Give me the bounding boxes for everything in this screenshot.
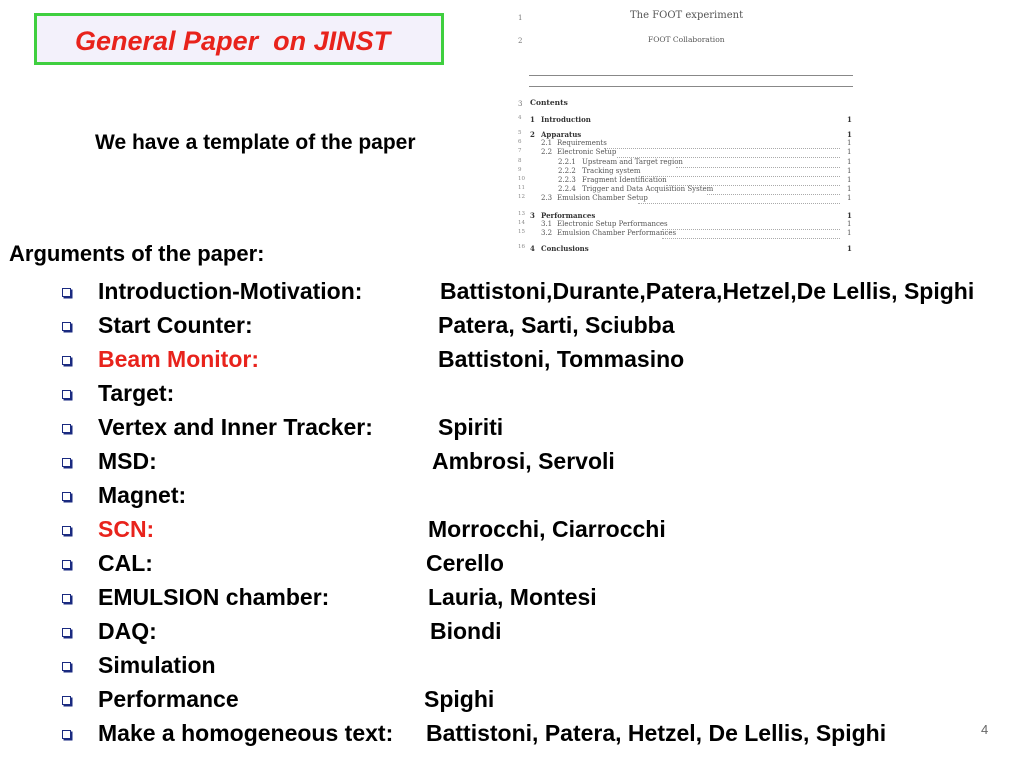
toc-page: 1: [847, 148, 852, 156]
toc-title: Requirements: [557, 139, 607, 147]
checkbox-bullet-icon: [62, 628, 71, 637]
line-number: 7: [518, 148, 522, 154]
line-number: 8: [518, 158, 522, 164]
toc-title: Trigger and Data Acquisition System: [582, 185, 714, 193]
contents-heading: Contents: [530, 98, 568, 107]
toc-entry: [510, 115, 855, 125]
title-box: [34, 13, 444, 65]
toc-title: Electronic Setup Performances: [557, 220, 668, 228]
argument-label: Simulation: [98, 652, 216, 678]
toc-entry: [510, 244, 855, 254]
template-note: We have a template of the paper: [95, 131, 416, 154]
toc-number: 4: [530, 244, 535, 253]
line-number: 13: [518, 211, 525, 217]
argument-item: [0, 514, 1024, 548]
checkbox-bullet-icon: [62, 458, 71, 467]
toc-title: Conclusions: [541, 244, 589, 253]
argument-item: [0, 446, 1024, 480]
checkbox-bullet-icon: [62, 696, 71, 705]
paper-thumbnail: [510, 0, 860, 262]
toc-entry: [510, 148, 855, 158]
line-number: 3: [518, 100, 523, 108]
toc-number: 3.1: [541, 220, 553, 228]
line-number: 11: [518, 185, 525, 191]
argument-label: MSD:: [98, 448, 157, 474]
argument-label: Vertex and Inner Tracker:: [98, 414, 373, 440]
checkbox-bullet-icon: [62, 594, 71, 603]
checkbox-bullet-icon: [62, 424, 71, 433]
arguments-heading: Arguments of the paper:: [9, 241, 265, 266]
toc-number: 3.2: [541, 229, 553, 237]
argument-label: Beam Monitor:: [98, 346, 259, 372]
line-number: 16: [518, 244, 525, 250]
toc-leader-dots: [617, 148, 840, 158]
toc-number: 1: [530, 115, 535, 124]
page-number: 4: [981, 722, 989, 737]
argument-label: Target:: [98, 380, 175, 406]
toc-title: Emulsion Chamber Performances: [557, 229, 677, 237]
toc-number: 2: [530, 130, 535, 139]
argument-item: [0, 344, 1024, 378]
toc-number: 2.2: [541, 148, 553, 156]
argument-authors: Biondi: [430, 618, 502, 644]
line-number: 15: [518, 229, 525, 235]
paper-rule: [529, 86, 853, 87]
argument-label: Introduction-Motivation:: [98, 278, 363, 304]
paper-rule: [529, 75, 853, 76]
line-number: 14: [518, 220, 525, 226]
toc-leader-dots: [638, 194, 840, 204]
argument-authors: Cerello: [426, 550, 504, 576]
toc-title: Emulsion Chamber Setup: [557, 194, 648, 202]
argument-item: [0, 412, 1024, 446]
argument-label: SCN:: [98, 516, 155, 542]
toc-number: 2.1: [541, 139, 553, 147]
toc-title: Fragment Identification: [582, 176, 667, 184]
argument-item: [0, 718, 1024, 752]
toc-title: Tracking system: [582, 167, 641, 175]
checkbox-bullet-icon: [62, 730, 71, 739]
line-number: 9: [518, 167, 522, 173]
toc-page: 1: [847, 220, 852, 228]
checkbox-bullet-icon: [62, 662, 71, 671]
paper-author: FOOT Collaboration: [648, 35, 725, 44]
line-number: 1: [518, 14, 523, 22]
checkbox-bullet-icon: [62, 356, 71, 365]
toc-title: Performances: [541, 211, 596, 220]
argument-label: DAQ:: [98, 618, 157, 644]
toc-page: 1: [847, 158, 852, 166]
argument-label: Make a homogeneous text:: [98, 720, 394, 746]
argument-item: [0, 582, 1024, 616]
argument-item: [0, 616, 1024, 650]
argument-authors: Morrocchi, Ciarrocchi: [428, 516, 666, 542]
argument-item: [0, 480, 1024, 514]
argument-authors: Battistoni, Tommasino: [438, 346, 685, 372]
toc-number: 2.2.2: [558, 167, 576, 175]
checkbox-bullet-icon: [62, 526, 71, 535]
line-number: 2: [518, 37, 523, 45]
argument-label: Performance: [98, 686, 239, 712]
argument-label: Start Counter:: [98, 312, 253, 338]
toc-title: Introduction: [541, 115, 591, 124]
argument-authors: Spiriti: [438, 414, 504, 440]
toc-page: 1: [847, 139, 852, 147]
argument-item: [0, 276, 1024, 310]
toc-page: 1: [847, 130, 852, 139]
argument-label: EMULSION chamber:: [98, 584, 330, 610]
argument-item: [0, 548, 1024, 582]
toc-number: 2.2.1: [558, 158, 576, 166]
argument-item: [0, 684, 1024, 718]
toc-entry: [510, 194, 855, 204]
toc-number: 2.3: [541, 194, 553, 202]
argument-item: [0, 378, 1024, 412]
checkbox-bullet-icon: [62, 288, 71, 297]
line-number: 12: [518, 194, 525, 200]
toc-page: 1: [847, 176, 852, 184]
checkbox-bullet-icon: [62, 560, 71, 569]
checkbox-bullet-icon: [62, 492, 71, 501]
argument-authors: Lauria, Montesi: [428, 584, 597, 610]
checkbox-bullet-icon: [62, 390, 71, 399]
toc-page: 1: [847, 115, 852, 124]
checkbox-bullet-icon: [62, 322, 71, 331]
argument-authors: Ambrosi, Servoli: [432, 448, 615, 474]
argument-authors: Patera, Sarti, Sciubba: [438, 312, 675, 338]
line-number: 4: [518, 115, 522, 121]
toc-number: 2.2.3: [558, 176, 576, 184]
toc-title: Electronic Setup: [557, 148, 617, 156]
argument-label: CAL:: [98, 550, 153, 576]
toc-number: 2.2.4: [558, 185, 576, 193]
toc-page: 1: [847, 229, 852, 237]
toc-page: 1: [847, 185, 852, 193]
argument-authors: Battistoni,Durante,Patera,Hetzel,De Lellis, Spighi: [440, 278, 975, 304]
toc-page: 1: [847, 211, 852, 220]
argument-label: Magnet:: [98, 482, 187, 508]
toc-entry: [510, 229, 855, 239]
toc-page: 1: [847, 244, 852, 253]
argument-item: [0, 650, 1024, 684]
argument-authors: Battistoni, Patera, Hetzel, De Lellis, Spighi: [426, 720, 887, 746]
line-number: 5: [518, 130, 522, 136]
toc-title: Upstream and Target region: [582, 158, 683, 166]
toc-page: 1: [847, 167, 852, 175]
toc-number: 3: [530, 211, 535, 220]
toc-title: Apparatus: [541, 130, 582, 139]
line-number: 6: [518, 139, 522, 145]
argument-authors: Spighi: [424, 686, 495, 712]
slide-title: General Paper on JINST: [75, 26, 391, 56]
line-number: 10: [518, 176, 525, 182]
paper-title: The FOOT experiment: [630, 10, 744, 21]
toc-page: 1: [847, 194, 852, 202]
toc-leader-dots: [662, 229, 840, 239]
argument-item: [0, 310, 1024, 344]
